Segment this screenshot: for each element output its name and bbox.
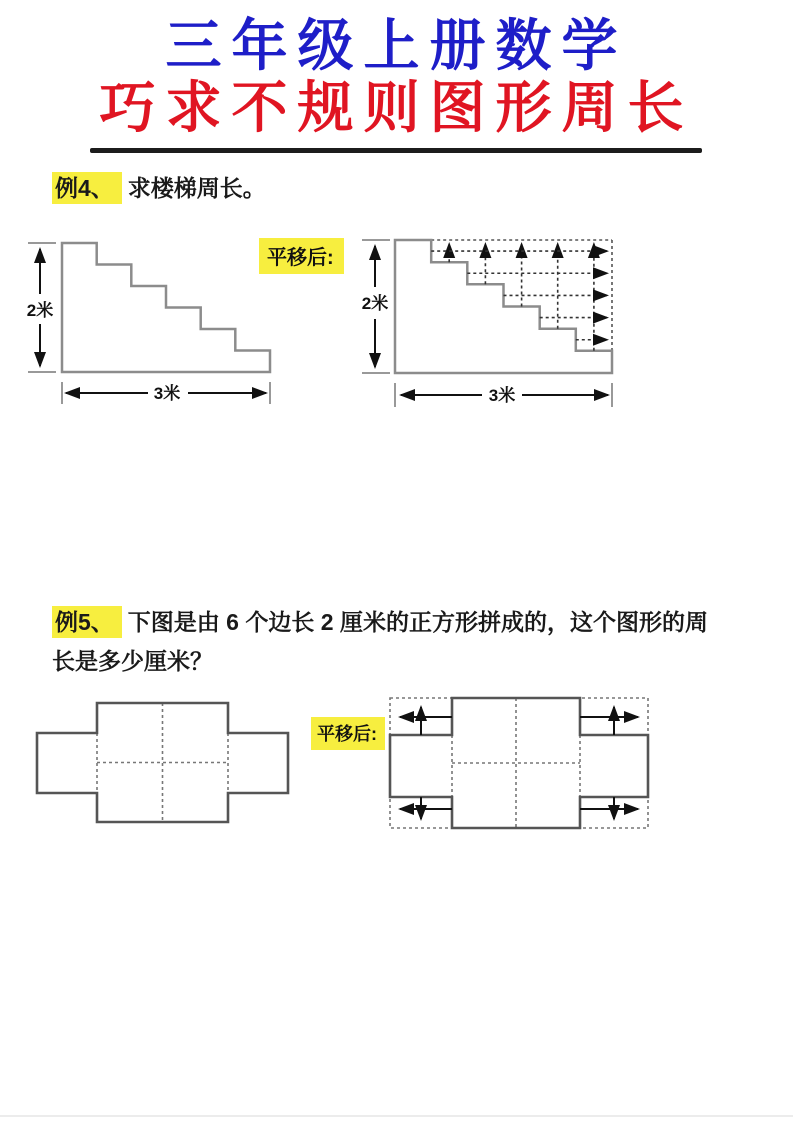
example4-heading bbox=[52, 170, 266, 206]
bottom-hairline bbox=[0, 1115, 793, 1117]
height-dim-label: 2米 bbox=[26, 301, 54, 320]
example4-label: 例4、 bbox=[52, 172, 122, 204]
page-title-line2: 巧求不规则图形周长 bbox=[99, 76, 694, 139]
example5-translate-label: 平移后: bbox=[311, 717, 385, 750]
example5-question-line2: 长是多少厘米？ bbox=[52, 648, 213, 674]
right-arrows bbox=[431, 251, 607, 340]
example4-translate-label: 平移后: bbox=[259, 238, 344, 274]
page-title-line1: 三年级上册数学 bbox=[165, 14, 628, 77]
width-dim-label: 3米 bbox=[488, 386, 516, 405]
width-dim-label: 3米 bbox=[153, 384, 181, 403]
staircase-translated-figure bbox=[350, 225, 670, 415]
inner-dashed-lines bbox=[452, 698, 580, 828]
inner-dashed-lines bbox=[97, 703, 228, 822]
example4-question: 求楼梯周长。 bbox=[127, 175, 266, 201]
cross-outline bbox=[37, 703, 288, 822]
example5-question-line1: 下图是由 6 个边长 2 厘米的正方形拼成的，这个图形的周 bbox=[127, 609, 708, 635]
staircase-outline bbox=[395, 240, 612, 373]
example5-label: 例5、 bbox=[52, 606, 122, 638]
up-arrows bbox=[449, 244, 594, 351]
height-dim-label: 2米 bbox=[361, 294, 389, 313]
squares-figure bbox=[25, 690, 315, 850]
squares-translated-figure bbox=[378, 693, 673, 853]
staircase-outline bbox=[62, 243, 270, 372]
example5-heading bbox=[52, 604, 708, 679]
title-underline bbox=[90, 148, 702, 153]
